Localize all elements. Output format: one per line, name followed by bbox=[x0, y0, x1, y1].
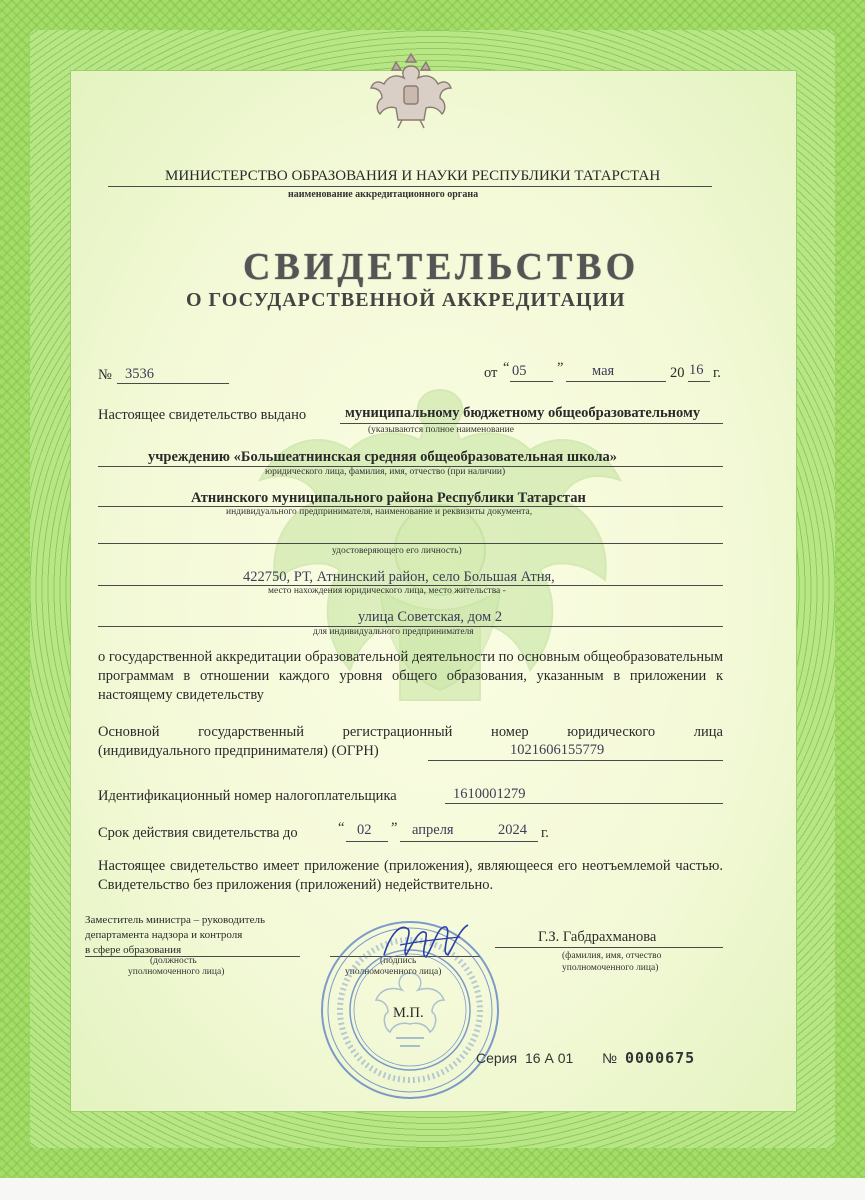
number-underline bbox=[117, 383, 229, 384]
ministry-underline bbox=[108, 186, 712, 187]
document-title: СВИДЕТЕЛЬСТВО bbox=[243, 246, 640, 288]
ogrn-label-line1: Основной государственный регистрационный номер юридического лица bbox=[98, 724, 723, 740]
caption-full-name: (указываются полное наименование bbox=[368, 425, 514, 435]
date-from-label: от bbox=[484, 365, 498, 381]
validity-label: Срок действия свидетельства до bbox=[98, 825, 298, 841]
caption-ip: для индивидуального предпринимателя bbox=[313, 627, 474, 637]
signer-position-line2: департамента надзора и контроля bbox=[85, 929, 243, 941]
serial-number-prefix: № bbox=[602, 1050, 618, 1066]
empty-line-underline bbox=[98, 543, 723, 544]
date-open-quote: “ bbox=[503, 360, 510, 376]
caption-position-1: (должность bbox=[150, 956, 197, 966]
caption-position-2: уполномоченного лица) bbox=[128, 967, 225, 977]
coat-of-arms-eagle-icon bbox=[368, 48, 454, 132]
validity-day-underline bbox=[346, 841, 388, 842]
ministry-name: МИНИСТЕРСТВО ОБРАЗОВАНИЯ И НАУКИ РЕСПУБЛИКИ ТАТАРСТАН bbox=[165, 168, 661, 184]
signer-position-line3: в сфере образования bbox=[85, 944, 182, 956]
address-line1: 422750, РТ, Атнинский район, село Большая Атня, bbox=[243, 569, 555, 585]
caption-name-1: (фамилия, имя, отчество bbox=[562, 951, 662, 961]
inn-value: 1610001279 bbox=[453, 786, 526, 802]
attachment-note: Настоящее свидетельство имеет приложение (приложения), являющееся его неотъемлемой частью. Свидетельство без приложения (приложений) недействительно. bbox=[98, 858, 723, 893]
caption-entrepreneur: индивидуального предпринимателя, наименование и реквизиты документа, bbox=[226, 507, 533, 517]
document-subtitle: О ГОСУДАРСТВЕННОЙ АККРЕДИТАЦИИ bbox=[186, 289, 626, 311]
date-year-prefix: 20 bbox=[670, 365, 685, 381]
series-label: Серия bbox=[476, 1050, 518, 1066]
address-line2: улица Советская, дом 2 bbox=[358, 609, 503, 625]
validity-close-quote: ” bbox=[391, 820, 398, 836]
certificate-number: 3536 bbox=[125, 366, 154, 382]
caption-signature-2: уполномоченного лица) bbox=[345, 967, 442, 977]
date-day-underline bbox=[510, 381, 553, 382]
date-month-underline bbox=[566, 381, 666, 382]
scan-margin bbox=[0, 1178, 865, 1200]
caption-location: место нахождения юридического лица, место жительства - bbox=[268, 586, 506, 596]
signer-name: Г.З. Габдрахманова bbox=[538, 929, 657, 945]
series-value: 16 А 01 bbox=[525, 1050, 574, 1066]
ogrn-value: 1021606155779 bbox=[510, 742, 605, 758]
validity-unit: г. bbox=[541, 825, 549, 841]
serial-number: 0000675 bbox=[625, 1049, 696, 1067]
ogrn-underline bbox=[428, 760, 723, 761]
stamp-place-label: М.П. bbox=[393, 1005, 424, 1021]
date-year-suffix: 16 bbox=[689, 362, 704, 378]
inn-label: Идентификационный номер налогоплательщика bbox=[98, 788, 397, 804]
org-line1-underline bbox=[340, 423, 723, 424]
date-year-unit: г. bbox=[713, 365, 721, 381]
validity-open-quote: “ bbox=[338, 820, 345, 836]
caption-legal-entity: юридического лица, фамилия, имя, отчество (при наличии) bbox=[265, 467, 506, 477]
validity-month: апреля bbox=[412, 822, 454, 838]
signer-position-line1: Заместитель министра – руководитель bbox=[85, 914, 265, 926]
caption-name-2: уполномоченного лица) bbox=[562, 963, 659, 973]
ministry-caption: наименование аккредитационного органа bbox=[288, 189, 479, 200]
date-month: мая bbox=[592, 363, 615, 379]
org-name-line3: Атнинского муниципального района Республики Татарстан bbox=[191, 490, 586, 506]
accreditation-paragraph: о государственной аккредитации образовательной деятельности по основным общеобразовательным программам в отношении каждого уровня общего образования, указанным в приложении к настоящему свидетельству bbox=[98, 649, 723, 703]
inn-underline bbox=[445, 803, 723, 804]
validity-day: 02 bbox=[357, 822, 372, 838]
date-close-quote: ” bbox=[557, 360, 564, 376]
issued-lead: Настоящее свидетельство выдано bbox=[98, 407, 307, 423]
caption-identity-doc: удостоверяющего его личность) bbox=[332, 546, 462, 556]
date-year-underline bbox=[688, 381, 710, 382]
org-name-line1: муниципальному бюджетному общеобразовательному bbox=[345, 405, 701, 421]
caption-signature-1: (подпись bbox=[380, 956, 417, 966]
validity-year: 2024 bbox=[498, 822, 527, 838]
number-prefix: № bbox=[98, 367, 112, 383]
date-day: 05 bbox=[512, 363, 527, 379]
ogrn-label-line2: (индивидуального предпринимателя) (ОГРН) bbox=[98, 743, 379, 759]
validity-month-underline bbox=[400, 841, 538, 842]
org-name-line2: учреждению «Большеатнинская средняя общеобразовательная школа» bbox=[148, 449, 617, 465]
handwritten-signature bbox=[380, 915, 475, 970]
signer-name-underline bbox=[495, 947, 723, 948]
